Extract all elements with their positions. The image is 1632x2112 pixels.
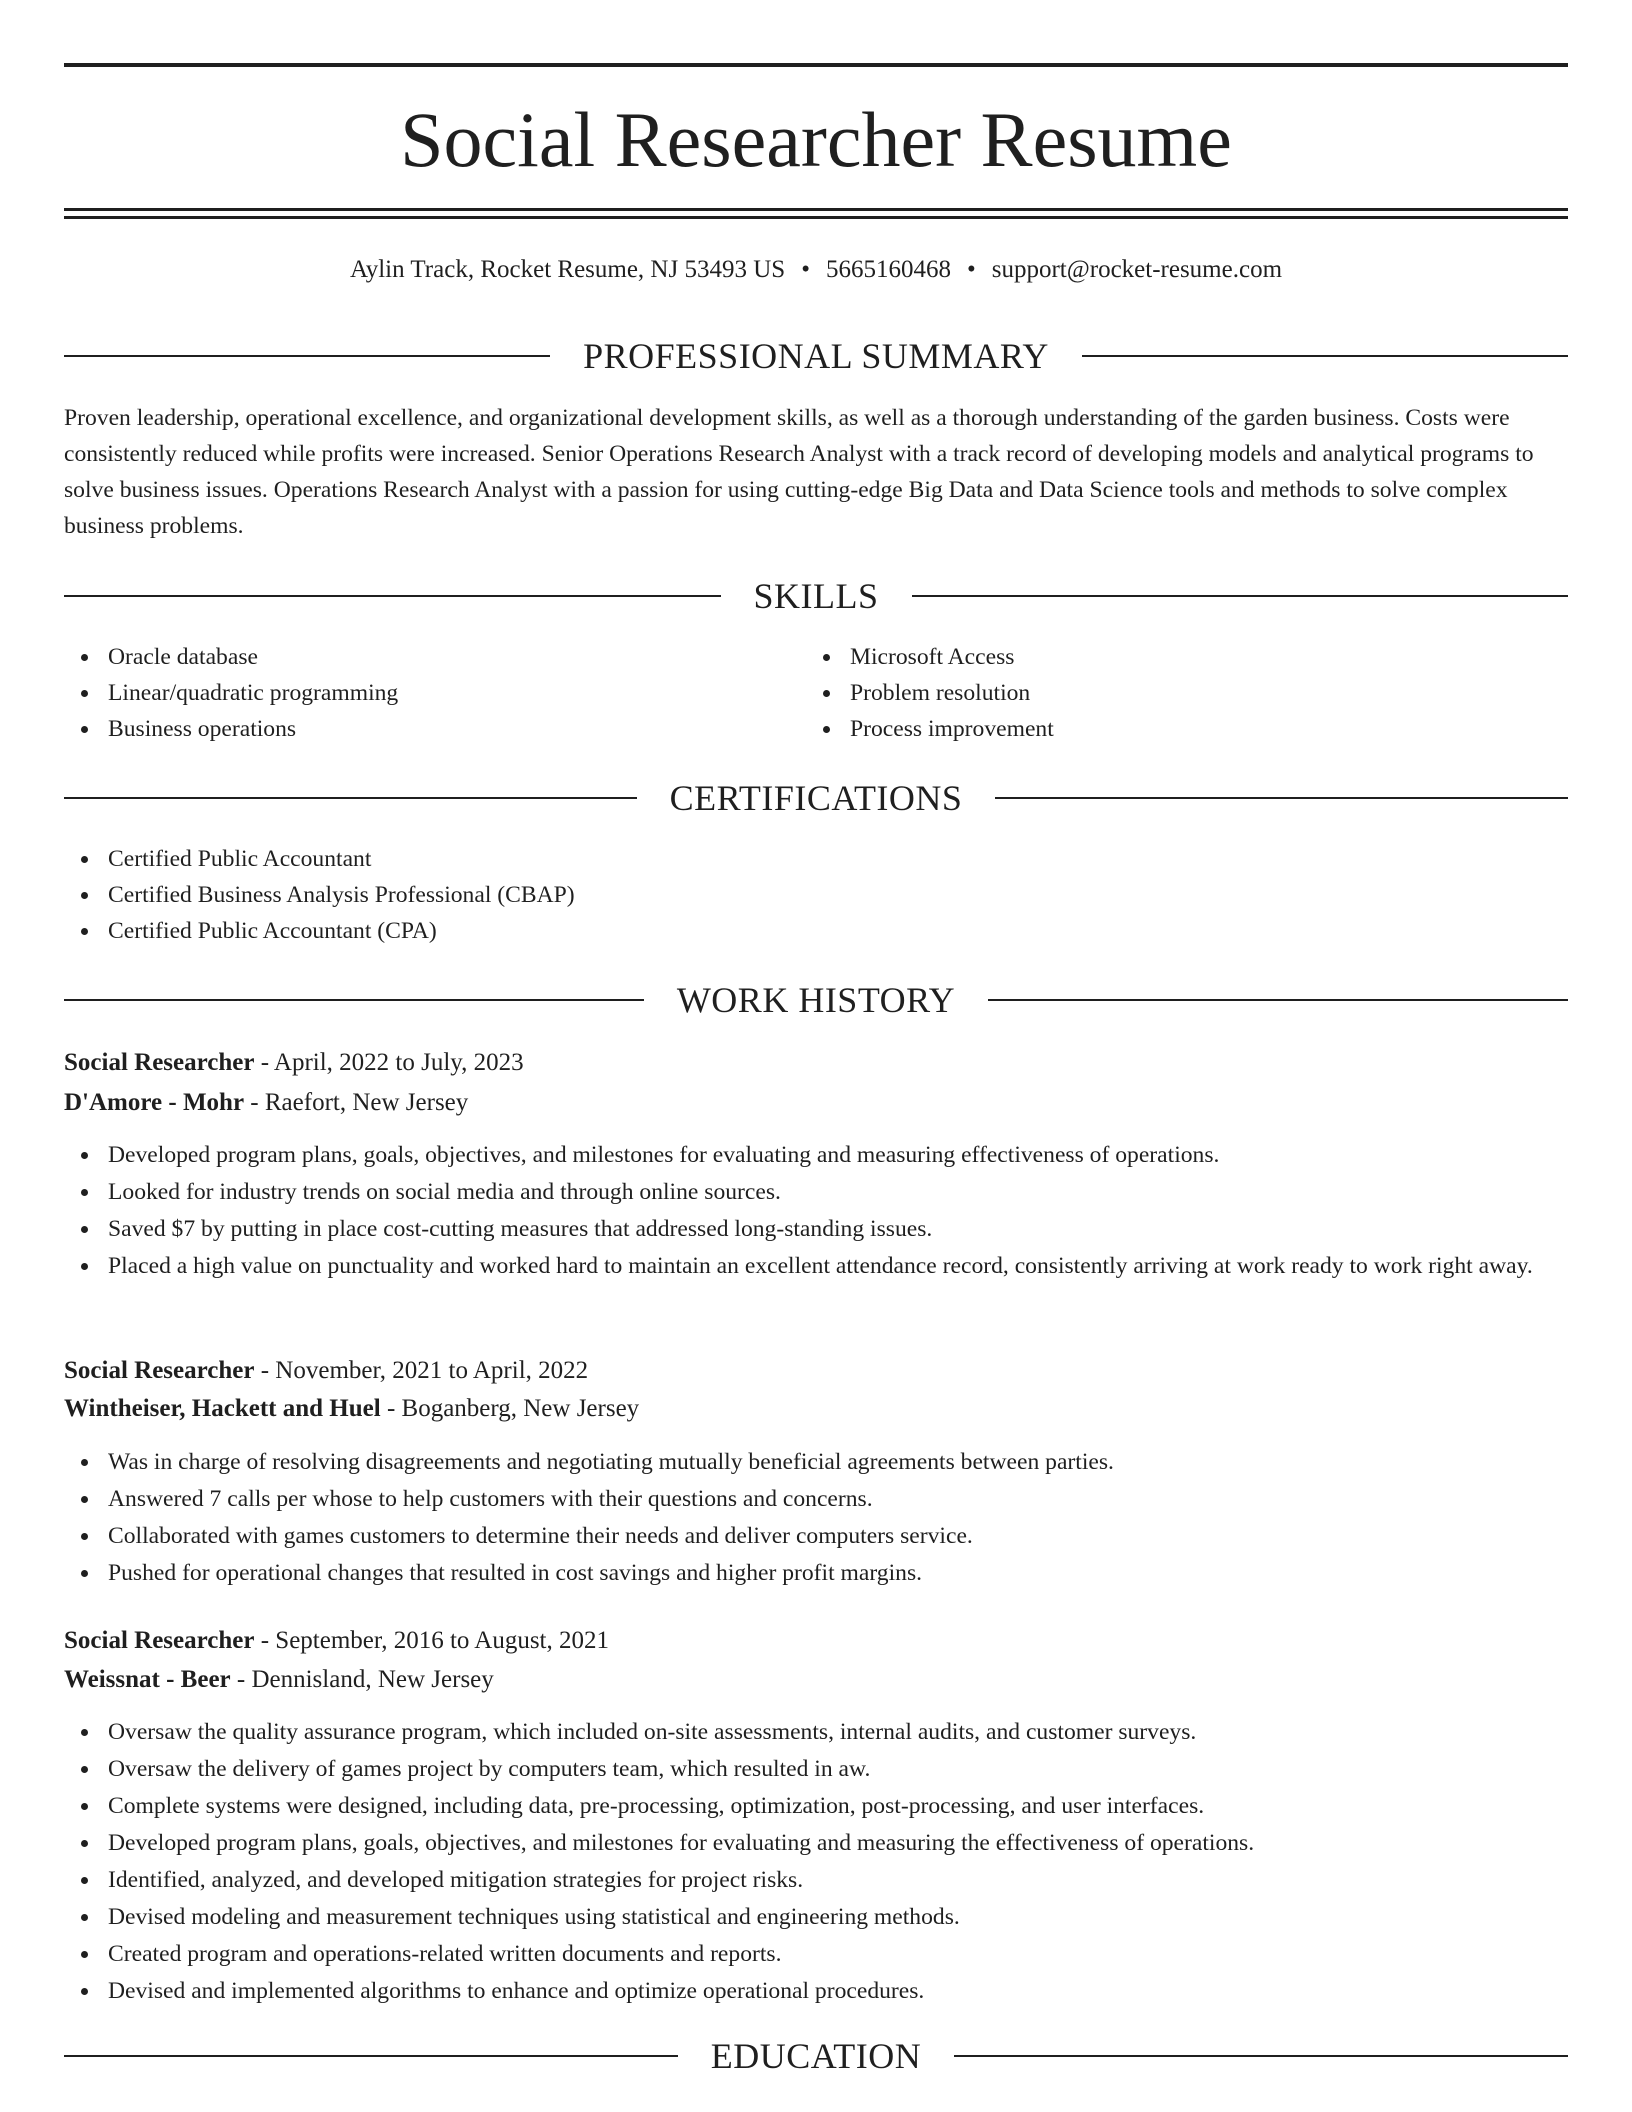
divider [64, 355, 550, 357]
divider [64, 595, 721, 597]
section-title: SKILLS [753, 576, 879, 616]
divider [64, 2055, 678, 2057]
list-item: Certified Public Accountant [64, 841, 1568, 877]
job-company: Wintheiser, Hackett and Huel [64, 1395, 381, 1422]
divider [995, 797, 1568, 799]
list-item: Process improvement [806, 711, 1546, 747]
divider [954, 2055, 1568, 2057]
contact-address: Aylin Track, Rocket Resume, NJ 53493 US [349, 256, 786, 283]
section-header-certifications [64, 775, 1568, 821]
list-item: Problem resolution [806, 675, 1546, 711]
list-item: Certified Public Accountant (CPA) [64, 913, 1568, 949]
list-item: Certified Business Analysis Professional (CBAP) [64, 877, 1568, 913]
job-bullets [64, 1137, 1568, 1285]
job-location: - Boganberg, New Jersey [380, 1395, 640, 1422]
title-top-rule [64, 63, 1568, 67]
summary-text: Proven leadership, operational excellence, and organizational development skills, as well as a thorough understanding of the garden business. Costs were consistently reduced while profits were increased. Senior Operations Research Analyst with a track record of developing models and analytical programs to solve business issues. Operations Research Analyst with a passion for using cutting-edge Big Data and Data Science tools and methods to solve complex business problems. [64, 405, 1534, 539]
divider [64, 797, 637, 799]
contact-separator: • [966, 256, 976, 283]
job-title: Social Researcher [64, 1049, 255, 1076]
contact-email: support@rocket-resume.com [991, 256, 1283, 283]
certifications-list [64, 841, 1568, 949]
job-location: - Raefort, New Jersey [244, 1089, 469, 1116]
job-dates: - November, 2021 to April, 2022 [254, 1357, 589, 1384]
job-title-line [64, 1045, 1568, 1081]
job-dates: - April, 2022 to July, 2023 [254, 1049, 524, 1076]
page-title: Social Researcher Resume [400, 96, 1232, 183]
job-company: Weissnat - Beer [64, 1666, 231, 1693]
job-title: Social Researcher [64, 1627, 255, 1654]
list-item: Linear/quadratic programming [64, 675, 804, 711]
job-bullets [64, 1444, 1568, 1592]
list-item: Placed a high value on punctuality and worked hard to maintain an excellent attendance record, consistently arriving at work ready to work right away. [64, 1248, 1568, 1284]
job-location: - Dennisland, New Jersey [230, 1666, 494, 1693]
list-item: Answered 7 calls per whose to help customers with their questions and concerns. [64, 1481, 1568, 1517]
list-item: Microsoft Access [806, 639, 1546, 675]
divider [1082, 355, 1568, 357]
contact-phone: 5665160468 [825, 256, 951, 283]
section-header-education [64, 2033, 1568, 2079]
job-company: D'Amore - Mohr [64, 1089, 245, 1116]
section-header-work-history [64, 977, 1568, 1023]
title-bottom-rule-2 [64, 216, 1568, 219]
contact-line [64, 252, 1568, 288]
list-item: Pushed for operational changes that resulted in cost savings and higher profit margins. [64, 1555, 1568, 1591]
job-title-line [64, 1353, 1568, 1389]
list-item: Collaborated with games customers to determine their needs and deliver computers service. [64, 1518, 1568, 1554]
list-item: Was in charge of resolving disagreements and negotiating mutually beneficial agreements between parties. [64, 1444, 1568, 1480]
divider [912, 595, 1569, 597]
skills-list-left [64, 639, 804, 747]
job-company-line [64, 1391, 1568, 1427]
section-title: PROFESSIONAL SUMMARY [583, 336, 1049, 376]
section-header-summary [64, 333, 1568, 379]
list-item: Devised and implemented algorithms to enhance and optimize operational procedures. [64, 1973, 1568, 2009]
contact-separator: • [801, 256, 810, 283]
skills-list-right [806, 639, 1546, 747]
list-item: Oversaw the delivery of games project by computers team, which resulted in aw. [64, 1751, 1568, 1787]
section-title: EDUCATION [710, 2036, 922, 2076]
list-item: Looked for industry trends on social media and through online sources. [64, 1174, 1568, 1210]
divider [988, 999, 1568, 1001]
list-item: Complete systems were designed, including data, pre-processing, optimization, post-processing, and user interfaces. [64, 1788, 1568, 1824]
list-item: Business operations [64, 711, 804, 747]
job-title: Social Researcher [64, 1357, 255, 1384]
divider [64, 999, 644, 1001]
list-item: Created program and operations-related written documents and reports. [64, 1936, 1568, 1972]
list-item: Saved $7 by putting in place cost-cutting measures that addressed long-standing issues. [64, 1211, 1568, 1247]
job-title-line [64, 1623, 1568, 1659]
job-company-line [64, 1085, 1568, 1121]
title-bottom-rule-1 [64, 208, 1568, 211]
section-title: CERTIFICATIONS [669, 778, 963, 818]
list-item: Oversaw the quality assurance program, which included on-site assessments, internal audits, and customer surveys. [64, 1714, 1568, 1750]
job-dates: - September, 2016 to August, 2021 [254, 1627, 609, 1654]
list-item: Devised modeling and measurement techniques using statistical and engineering methods. [64, 1899, 1568, 1935]
list-item: Developed program plans, goals, objectives, and milestones for evaluating and measuring effectiveness of operations. [64, 1137, 1568, 1173]
section-header-skills [64, 573, 1568, 619]
list-item: Identified, analyzed, and developed mitigation strategies for project risks. [64, 1862, 1568, 1898]
job-bullets [64, 1714, 1568, 2010]
job-company-line [64, 1662, 1568, 1698]
list-item: Developed program plans, goals, objectives, and milestones for evaluating and measuring the effectiveness of operations. [64, 1825, 1568, 1861]
list-item: Oracle database [64, 639, 804, 675]
section-title: WORK HISTORY [676, 980, 956, 1020]
